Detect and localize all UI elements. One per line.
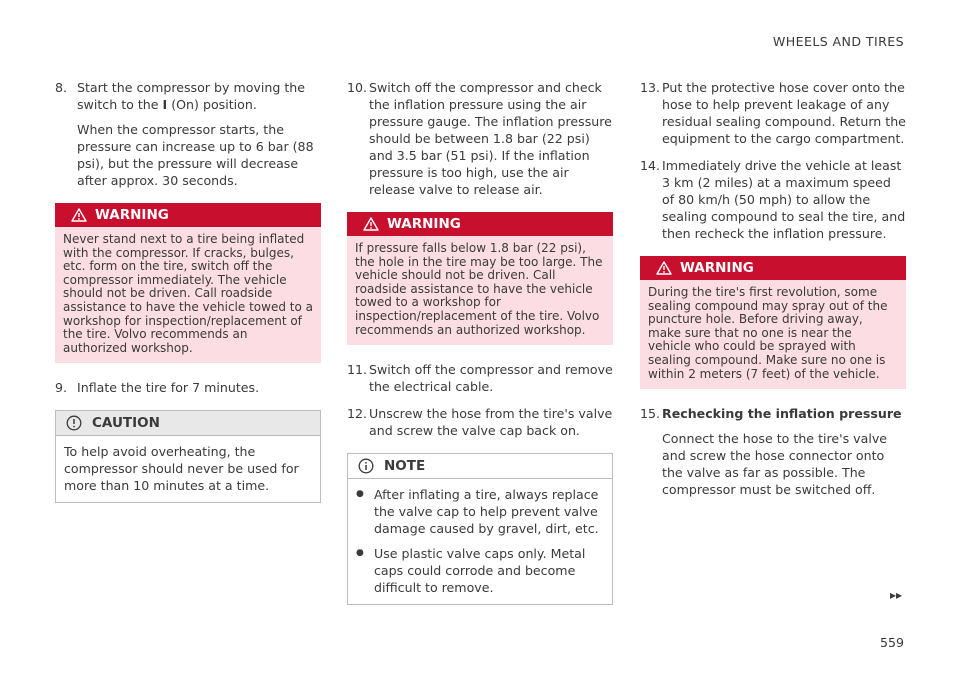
step-text: Connect the hose to the tire's valve and screw the hose connector onto the valve as far as possible. The compressor must be switched off.: [662, 431, 888, 498]
info-icon: [358, 458, 374, 474]
step-text: Start the compressor by moving the switch to the I (On) position.: [77, 80, 306, 112]
step-number: 14.: [640, 158, 661, 173]
warning-triangle-icon: [363, 217, 379, 231]
bullet-icon: ●: [356, 548, 364, 559]
step-number: 15.: [640, 406, 661, 422]
column-3: [640, 79, 906, 508]
page-number: 559: [879, 635, 904, 650]
step-8: [55, 79, 321, 189]
step-paragraph: When the compressor starts, the pressure can increase up to 6 bar (88 psi), but the pressure will decrease after approx. 30 seconds.: [77, 122, 314, 188]
warning-title: WARNING: [387, 215, 461, 232]
warning-box: [55, 203, 321, 363]
bullet-icon: ●: [356, 489, 364, 500]
caution-title: CAUTION: [92, 414, 160, 431]
step-text: Immediately drive the vehicle at least 3 km (2 miles) at a maximum speed of 80 km/h (50 mph) to allow the sealing compound to seal the tire, and then recheck the inflation pressure.: [662, 158, 906, 241]
warning-title: WARNING: [680, 259, 754, 276]
step-9: [55, 379, 321, 396]
section-title: WHEELS AND TIRES: [772, 34, 904, 49]
note-header: [348, 454, 612, 479]
warning-box: [347, 212, 613, 345]
step-number: 11.: [347, 362, 368, 378]
step-text: Unscrew the hose from the tire's valve and screw the valve cap back on.: [369, 406, 613, 439]
warning-triangle-icon: [656, 261, 672, 275]
step-number: 10.: [347, 80, 368, 95]
warning-header: [55, 203, 321, 227]
warning-title: WARNING: [95, 206, 169, 223]
step-13: [640, 79, 906, 147]
warning-header: [347, 212, 613, 236]
step-number: 13.: [640, 80, 661, 95]
step-text: Inflate the tire for 7 minutes.: [77, 380, 260, 396]
continue-arrows-icon: ▸▸: [889, 588, 902, 602]
step-text: Switch off the compressor and remove the electrical cable.: [369, 362, 613, 395]
step-number: 12.: [347, 406, 368, 422]
step-15: [640, 405, 906, 498]
list-item: ● Use plastic valve caps only. Metal caps could corrode and become difficult to remove.: [356, 546, 586, 596]
warning-text: If pressure falls below 1.8 bar (22 psi), the hole in the tire may be too large. The vehicle should not be driven. Call roadside assistance to have the vehicle towed to a workshop for inspection/replacement of the tire. Volvo recommends an authorized workshop.: [347, 236, 613, 345]
caution-header: [56, 411, 320, 436]
warning-text: Never stand next to a tire being inflated with the compressor. If cracks, bulges, etc. form on the tire, switch off the compressor immediately. The vehicle should not be driven. Call roadside assistance to have the vehicle towed to a workshop for inspection/replacement of the tire. Volvo recommends an authorized workshop.: [55, 227, 321, 363]
column-2: [347, 79, 613, 621]
step-text: Put the protective hose cover onto the hose to help prevent leakage of any residual sealing compound. Return the equipment to the cargo compartment.: [662, 80, 906, 146]
step-number: 9.: [55, 380, 68, 396]
switch-symbol: I: [162, 97, 168, 112]
step-12: [347, 405, 613, 439]
list-item: ● After inflating a tire, always replace the valve cap to help prevent valve damage caused by gravel, dirt, etc.: [356, 487, 599, 537]
note-list: [356, 486, 604, 596]
warning-text: During the tire's first revolution, some sealing compound may spray out of the puncture hole. Before driving away, make sure that no one is near the vehicle who could be sprayed with sealing compound. Make sure no one is within 2 meters (7 feet) of the vehicle.: [640, 280, 906, 389]
caution-box: [55, 410, 321, 503]
note-title: NOTE: [384, 457, 426, 474]
step-number: 8.: [55, 80, 68, 95]
step-text: Switch off the compressor and check the inflation pressure using the air pressure gauge. The inflation pressure should be between 1.8 bar (22 psi) and 3.5 bar (51 psi). If the inflation pressure is too high, use the air release valve to release air.: [369, 80, 612, 197]
step-14: [640, 157, 906, 242]
warning-header: [640, 256, 906, 280]
note-box: [347, 453, 613, 605]
column-1: [55, 79, 321, 519]
step-heading: Rechecking the inflation pressure: [662, 406, 902, 422]
warning-triangle-icon: [71, 208, 87, 222]
step-10: [347, 79, 613, 198]
caution-icon: [66, 415, 82, 431]
step-11: [347, 361, 613, 395]
caution-text: To help avoid overheating, the compressor should never be used for more than 10 minutes at a time.: [64, 444, 299, 494]
warning-box: [640, 256, 906, 389]
